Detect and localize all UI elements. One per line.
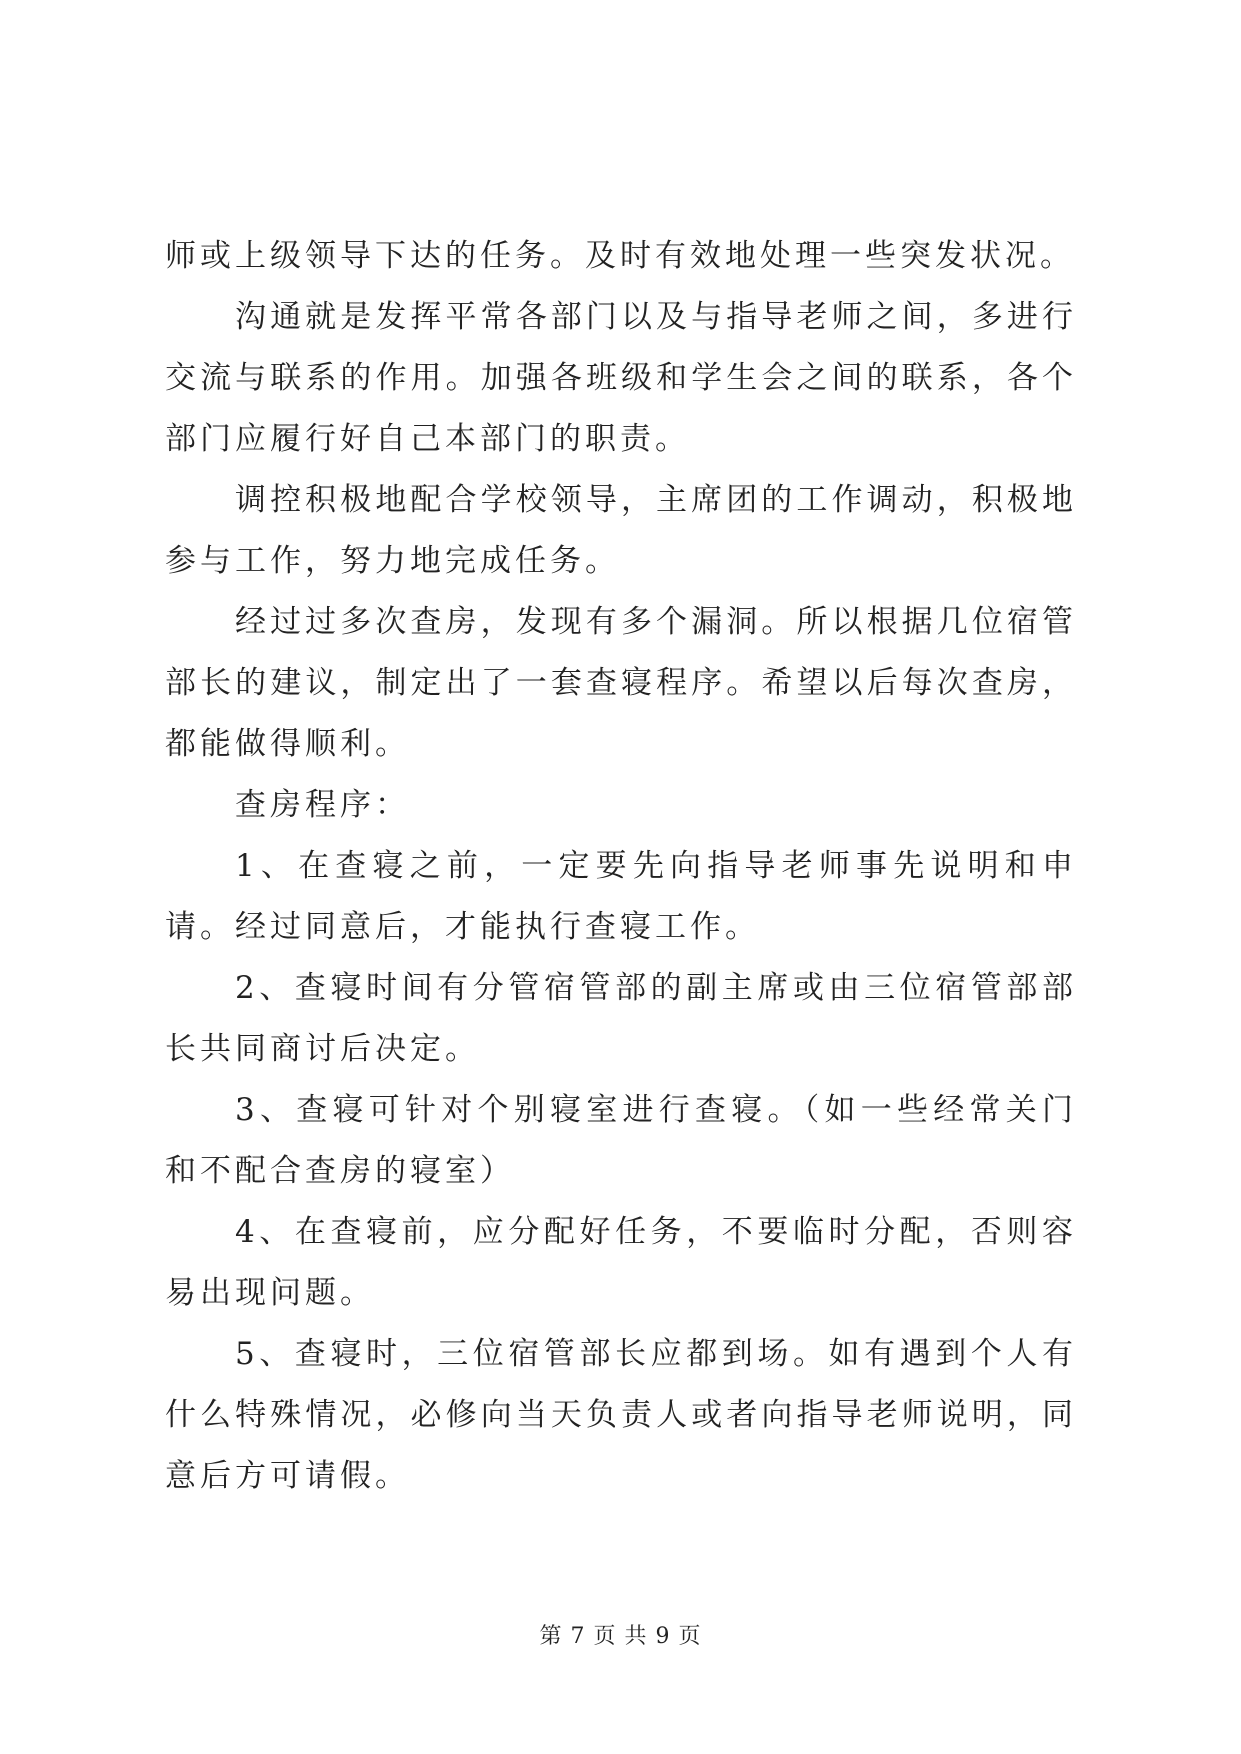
- procedure-step-1: 1、在查寝之前，一定要先向指导老师事先说明和申请。经过同意后，才能执行查寝工作。: [165, 848, 1077, 945]
- procedure-step-3: 3、查寝可针对个别寝室进行查寝。（如一些经常关门和不配合查房的寝室）: [165, 1092, 1077, 1189]
- document-body: [165, 226, 1077, 1507]
- procedure-heading: 查房程序：: [235, 787, 410, 823]
- procedure-step-4: 4、在查寝前，应分配好任务，不要临时分配，否则容易出现问题。: [165, 1214, 1077, 1311]
- paragraph-coordination: 调控积极地配合学校领导，主席团的工作调动，积极地参与工作，努力地完成任务。: [165, 482, 1077, 579]
- page-number-footer: 第 7 页 共 9 页: [539, 1624, 702, 1649]
- procedure-step-2: 2、查寝时间有分管宿管部的副主席或由三位宿管部部长共同商讨后决定。: [165, 970, 1077, 1067]
- paragraph-inspection-intro: 经过过多次查房，发现有多个漏洞。所以根据几位宿管部长的建议，制定出了一套查寝程序。希望以后每次查房，都能做得顺利。: [165, 604, 1077, 762]
- paragraph-communication: 沟通就是发挥平常各部门以及与指导老师之间，多进行交流与联系的作用。加强各班级和学生会之间的联系，各个部门应履行好自己本部门的职责。: [165, 299, 1077, 457]
- procedure-step-5: 5、查寝时，三位宿管部长应都到场。如有遇到个人有什么特殊情况，必修向当天负责人或者向指导老师说明，同意后方可请假。: [165, 1336, 1077, 1494]
- paragraph-continuation: 师或上级领导下达的任务。及时有效地处理一些突发状况。: [165, 238, 1075, 274]
